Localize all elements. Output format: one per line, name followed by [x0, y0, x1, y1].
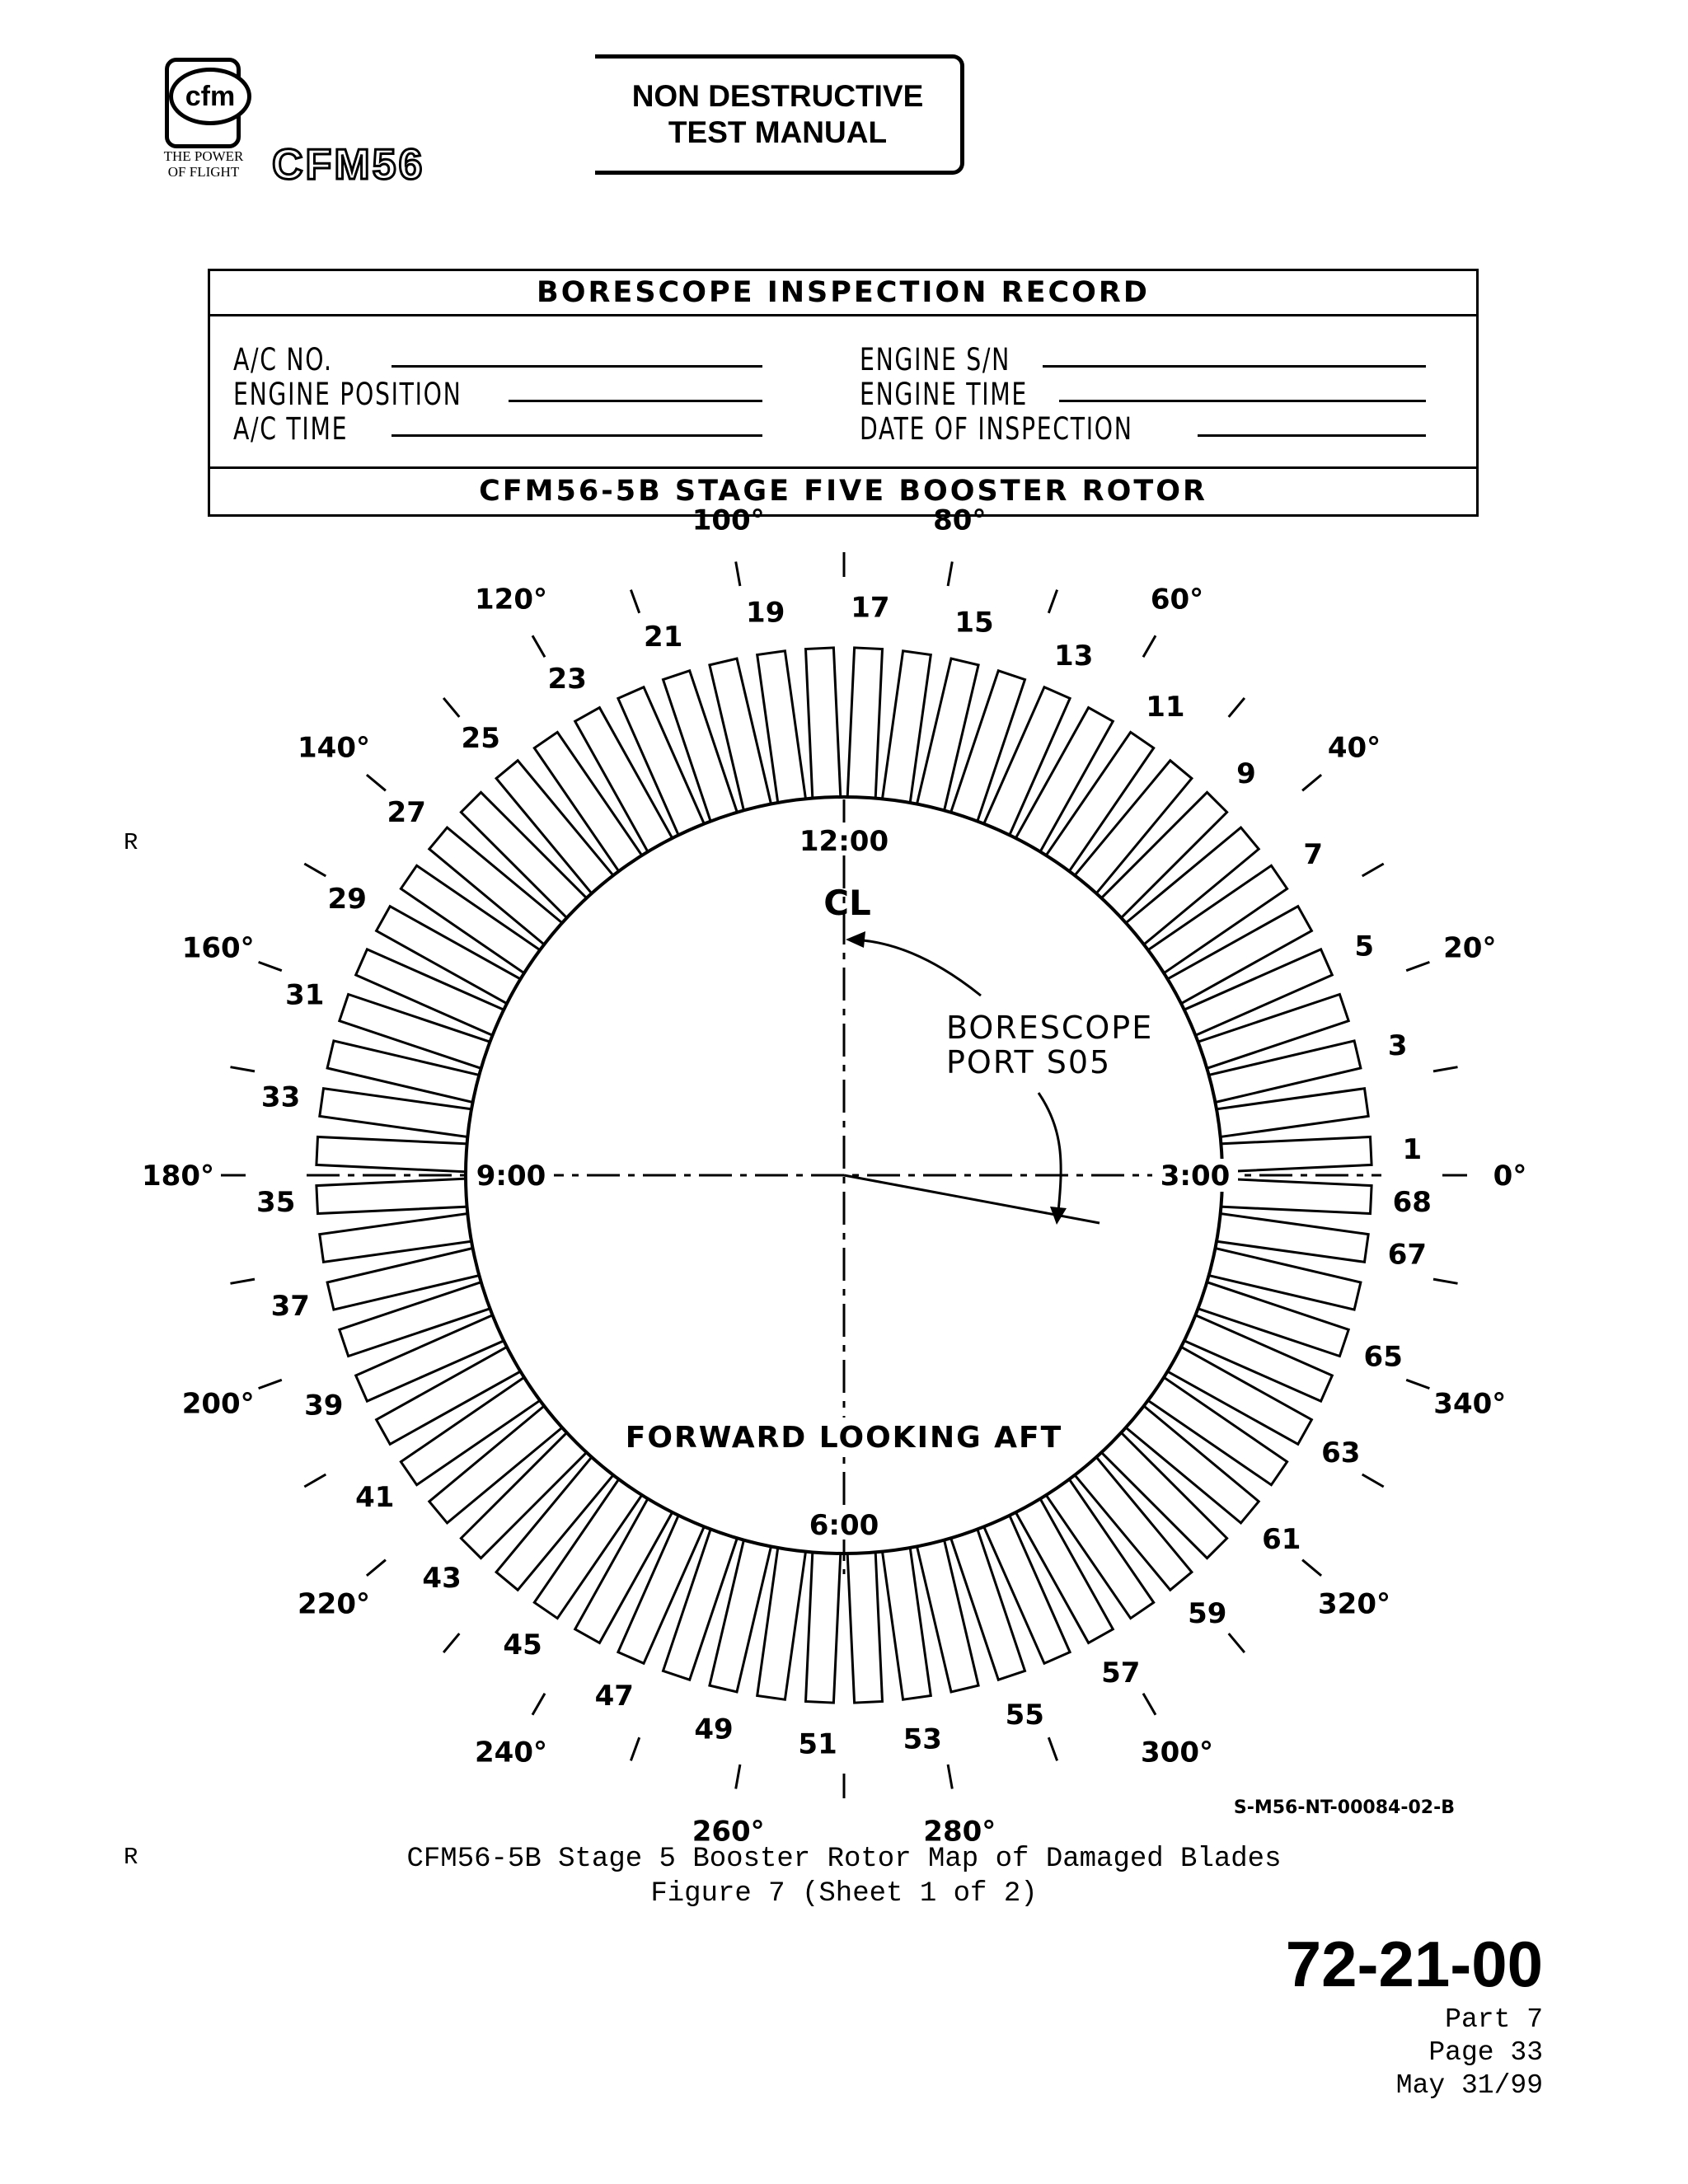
blade-label: 13	[1054, 639, 1094, 673]
figure-caption: CFM56-5B Stage 5 Booster Rotor Map of Damaged Blades	[406, 1844, 1282, 1875]
logo-oval	[169, 68, 251, 125]
degree-tick	[259, 962, 282, 970]
degree-label: 260°	[692, 1815, 765, 1849]
degree-tick	[231, 1067, 256, 1071]
rotor-blade	[847, 648, 883, 805]
degree-label: 0°	[1493, 1160, 1527, 1193]
port-label-2: PORT S05	[946, 1044, 1112, 1080]
blade-label: 33	[260, 1080, 301, 1114]
degree-tick	[1302, 775, 1321, 790]
degree-tick	[1406, 962, 1429, 970]
manual-title-line-2: TEST MANUAL	[668, 115, 888, 149]
degree-label: 300°	[1141, 1736, 1213, 1769]
footer-page: Page 33	[1428, 2037, 1543, 2068]
logo-tagline	[150, 148, 257, 180]
blade-label: 5	[1354, 930, 1375, 963]
degree-tick	[1143, 1694, 1156, 1715]
centerline-symbol: CL	[823, 883, 871, 923]
blade-label: 1	[1402, 1133, 1423, 1167]
blade-label: 35	[256, 1185, 296, 1219]
field-ac-time: A/C TIME	[233, 411, 349, 447]
record-title: BORESCOPE INSPECTION RECORD	[210, 271, 1476, 316]
blade-label: 25	[461, 722, 500, 756]
degree-tick	[948, 1765, 952, 1789]
manual-title-line-1: NON DESTRUCTIVE	[631, 79, 924, 113]
degree-tick	[367, 775, 386, 790]
degree-tick	[631, 590, 639, 613]
blade-label: 11	[1146, 690, 1185, 724]
degree-tick	[231, 1279, 256, 1283]
blade-label: 29	[327, 883, 367, 916]
rotor-blade	[316, 1137, 474, 1173]
clock-12-label: 12:00	[799, 825, 889, 858]
blade-label: 9	[1236, 757, 1256, 791]
blade-label: 27	[387, 796, 426, 830]
degree-label: 40°	[1327, 731, 1381, 765]
degree-tick	[367, 1560, 386, 1576]
degree-label: 320°	[1318, 1587, 1390, 1621]
blade-label: 61	[1262, 1522, 1301, 1556]
rotor-stage-title: CFM56-5B STAGE FIVE BOOSTER ROTOR	[210, 466, 1476, 514]
degree-tick	[1362, 864, 1384, 876]
blade-label: 45	[503, 1629, 542, 1662]
inspection-record-table	[208, 269, 1479, 517]
blade-label: 53	[903, 1722, 942, 1756]
logo-mark: cfm	[185, 80, 236, 112]
blade-label: 55	[1005, 1699, 1044, 1732]
degree-label: 80°	[933, 504, 987, 537]
rotor-blade	[806, 1545, 842, 1703]
degree-label: 200°	[181, 1387, 255, 1421]
degree-tick	[1143, 635, 1156, 657]
degree-tick	[1229, 698, 1245, 717]
field-engine-sn: ENGINE S/N	[860, 342, 1010, 377]
degree-tick	[532, 1694, 545, 1715]
degree-tick	[736, 1765, 740, 1789]
field-date-of-inspection-line[interactable]	[1198, 434, 1426, 437]
degree-label: 60°	[1150, 583, 1204, 616]
view-label: FORWARD LOOKING AFT	[625, 1421, 1063, 1455]
degree-tick	[259, 1380, 282, 1388]
degree-tick	[1302, 1560, 1321, 1576]
footer-part: Part 7	[1445, 2004, 1543, 2035]
rotor-blade	[316, 1179, 474, 1214]
degree-tick	[532, 635, 545, 657]
logo-tagline-2: OF FLIGHT	[167, 164, 240, 180]
degree-label: 180°	[142, 1160, 214, 1193]
blade-label: 59	[1188, 1596, 1227, 1630]
blade-label: 37	[270, 1290, 310, 1323]
field-ac-no: A/C NO.	[233, 342, 333, 377]
revision-mark-2: R	[124, 1844, 138, 1871]
field-engine-time-line[interactable]	[1059, 400, 1426, 402]
clock-9-label: 9:00	[476, 1160, 546, 1193]
blade-label: 39	[304, 1389, 344, 1422]
clock-3-label: 3:00	[1160, 1160, 1231, 1193]
figure-number: Figure 7 (Sheet 1 of 2)	[650, 1878, 1038, 1910]
port-label-1: BORESCOPE	[946, 1010, 1154, 1046]
blade-label: 17	[851, 591, 890, 625]
degree-tick	[1362, 1474, 1384, 1487]
rotor-blade	[806, 648, 842, 805]
blade-label: 3	[1387, 1029, 1408, 1062]
blade-label: 41	[355, 1480, 395, 1514]
degree-label: 120°	[475, 583, 547, 616]
blade-label: 57	[1101, 1656, 1141, 1690]
degree-tick	[1048, 1737, 1057, 1760]
degree-tick	[304, 864, 326, 876]
blade-label: 19	[746, 596, 785, 630]
clock-6-label: 6:00	[809, 1509, 879, 1542]
degree-label: 220°	[298, 1587, 370, 1621]
logo-tagline-1: THE POWER	[163, 148, 244, 164]
field-engine-time: ENGINE TIME	[860, 377, 1028, 412]
degree-label: 20°	[1443, 931, 1497, 965]
degree-label: 340°	[1433, 1387, 1507, 1421]
degree-tick	[1433, 1279, 1458, 1283]
drawing-id: S-M56-NT-00084-02-B	[1233, 1797, 1455, 1818]
field-engine-position: ENGINE POSITION	[233, 377, 462, 412]
degree-tick	[736, 562, 740, 587]
blade-label: 21	[644, 620, 683, 654]
degree-tick	[1229, 1633, 1245, 1652]
revision-mark-1: R	[124, 829, 138, 856]
blade-label: 31	[285, 978, 325, 1012]
manual-title-box	[595, 54, 964, 175]
degree-tick	[304, 1474, 326, 1487]
degree-tick	[443, 698, 459, 717]
degree-label: 160°	[181, 931, 255, 965]
blade-label: 47	[594, 1680, 634, 1713]
degree-tick	[1433, 1067, 1458, 1071]
footer-date: May 31/99	[1395, 2070, 1543, 2101]
logo-wordmark: CFM56	[272, 141, 425, 189]
degree-label: 100°	[692, 504, 765, 537]
blade-label: 67	[1387, 1238, 1428, 1272]
field-engine-position-line[interactable]	[509, 400, 762, 402]
field-engine-sn-line[interactable]	[1043, 365, 1426, 368]
document-number: 72-21-00	[1285, 1928, 1543, 2000]
field-date-of-inspection: DATE OF INSPECTION	[860, 411, 1133, 447]
degree-tick	[443, 1633, 459, 1652]
rotor-blade-map	[0, 504, 1688, 1849]
blade-label: 15	[954, 606, 994, 640]
degree-tick	[1406, 1380, 1429, 1388]
blade-label: 7	[1303, 838, 1324, 872]
blade-label: 68	[1392, 1185, 1432, 1219]
degree-label: 280°	[923, 1815, 996, 1849]
blade-label: 23	[547, 663, 587, 696]
degree-label: 140°	[298, 731, 370, 765]
blade-label: 43	[422, 1561, 462, 1595]
degree-tick	[948, 562, 952, 587]
field-ac-time-line[interactable]	[392, 434, 762, 437]
blade-label: 63	[1321, 1436, 1361, 1469]
degree-tick	[1048, 590, 1057, 613]
field-ac-no-line[interactable]	[392, 365, 762, 368]
rotor-blade	[847, 1545, 883, 1703]
degree-tick	[631, 1737, 639, 1760]
degree-label: 240°	[475, 1736, 547, 1769]
blade-label: 49	[694, 1713, 734, 1746]
blade-label: 65	[1363, 1340, 1403, 1374]
blade-label: 51	[798, 1727, 837, 1761]
